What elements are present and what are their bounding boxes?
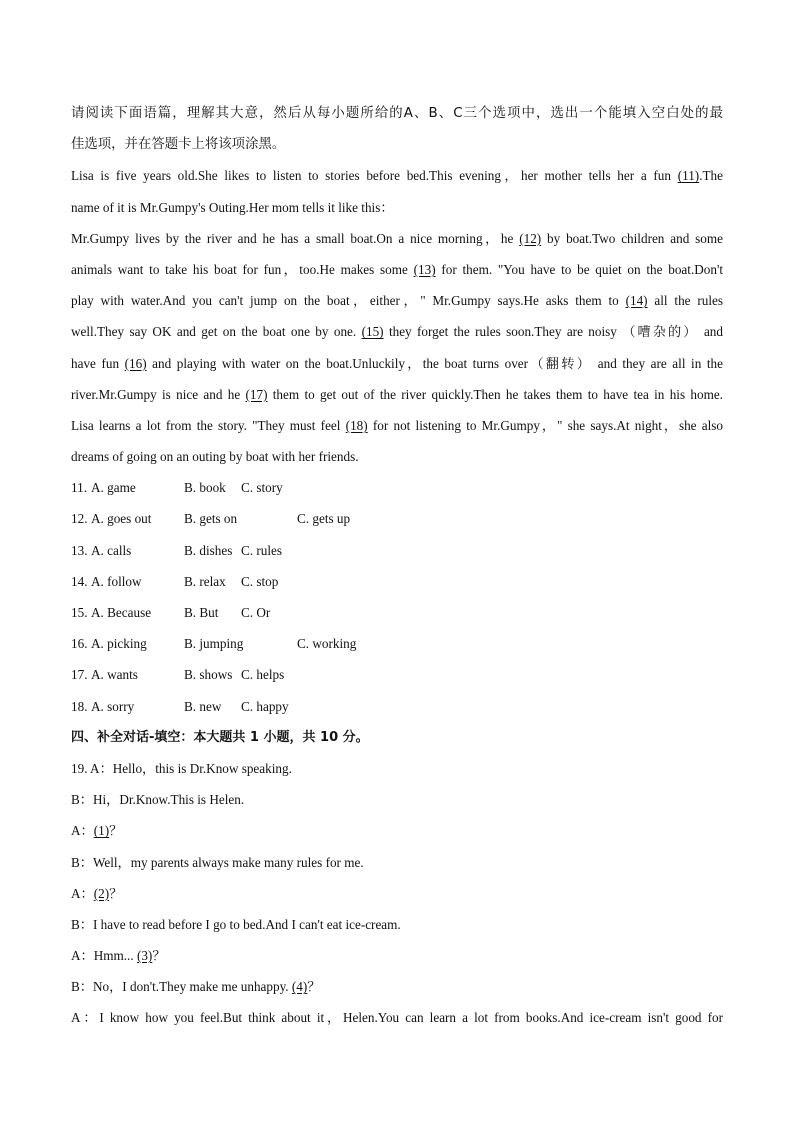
passage-text: all the rules <box>647 293 723 309</box>
blank-16: (16) <box>124 355 147 371</box>
dialog-line-8 <box>71 971 723 1002</box>
option-a[interactable]: A. Because <box>91 605 152 620</box>
option-a[interactable]: A. picking <box>91 636 147 652</box>
dialog-text: B：Hi，Dr.Know.This is Helen. <box>71 792 245 808</box>
blank-4[interactable]: (4) <box>291 979 308 995</box>
passage-text: name of it is Mr.Gumpy's Outing.Her mom tells it like this： <box>71 199 394 215</box>
passage-text: dreams of going on an outing by boat with her friends. <box>71 449 359 465</box>
dialog-text: B：I have to read before I go to bed.And I can't eat ice-cream. <box>71 916 401 932</box>
question-17 <box>71 659 723 690</box>
blank-12: (12) <box>519 230 542 246</box>
question-16 <box>71 628 723 659</box>
passage-line-5 <box>71 285 723 316</box>
passage-text: Lisa is five years old.She likes to listen to stories before bed.This evening，her mother tells her a fun <box>71 168 678 184</box>
option-a[interactable]: A. sorry <box>91 698 135 714</box>
passage-text: Lisa learns a lot from the story. "They must feel <box>71 417 346 433</box>
dialog-text: ？ <box>109 823 123 839</box>
dialog-text: B：Well，my parents always make many rules for me. <box>71 854 364 870</box>
passage-text: .The <box>699 168 723 184</box>
dialog-line-7 <box>71 940 723 971</box>
dialog-text: 19. A：Hello，this is Dr.Know speaking. <box>71 760 292 776</box>
option-c[interactable]: C. Or <box>241 605 271 620</box>
passage-text: have fun <box>71 355 125 371</box>
option-a[interactable]: A. follow <box>91 573 142 589</box>
question-13 <box>71 535 723 566</box>
option-b[interactable]: B. new <box>184 698 222 714</box>
question-number: 11. <box>71 480 87 496</box>
question-number: 14. <box>71 573 88 589</box>
question-15 <box>71 597 723 628</box>
instruction-line-1: 请阅读下面语篇，理解其大意，然后从每小题所给的A、B、C三个选项中，选出一个能填入空白处的最 <box>71 106 723 121</box>
question-11 <box>71 472 723 503</box>
question-number: 13. <box>71 542 88 558</box>
option-a[interactable]: A. calls <box>91 542 132 558</box>
passage-text: Mr.Gumpy lives by the river and he has a small boat.On a nice morning，he <box>71 230 520 246</box>
passage-text: river.Mr.Gumpy is nice and he <box>71 386 246 402</box>
blank-11: (11) <box>677 168 700 184</box>
dialog-text: B：No，I don't.They make me unhappy. <box>71 979 292 995</box>
dialog-text: A： <box>71 885 94 901</box>
dialog-line-5 <box>71 878 723 909</box>
question-12 <box>71 503 723 534</box>
passage-text: play with water.And you can't jump on the boat，either，" Mr.Gumpy says.He asks them to <box>71 293 626 309</box>
passage-line-8 <box>71 379 723 410</box>
dialog-text: A：Hmm... <box>71 948 137 964</box>
passage-line-2 <box>71 192 723 223</box>
dialog-line-4 <box>71 847 723 878</box>
dialog-line-1 <box>71 753 723 784</box>
passage-text: and playing with water on the boat.Unluckily，the boat turns over（翻转） and they are all in the <box>146 355 723 371</box>
passage-line-6 <box>71 316 723 347</box>
blank-1[interactable]: (1) <box>93 823 110 839</box>
option-c[interactable]: C. story <box>241 480 283 496</box>
question-number: 18. <box>71 698 88 714</box>
dialog-line-2 <box>71 784 723 815</box>
option-c[interactable]: C. rules <box>241 542 283 558</box>
dialog-text: ？ <box>307 979 321 995</box>
passage-text: animals want to take his boat for fun，too.He makes some <box>71 261 414 277</box>
option-b[interactable]: B. shows <box>184 667 233 683</box>
passage-line-7 <box>71 348 723 379</box>
option-a[interactable]: A. wants <box>91 667 138 683</box>
passage-text: for not listening to Mr.Gumpy，" she says.At night，she also <box>367 417 724 433</box>
option-b[interactable]: B. book <box>184 480 226 496</box>
blank-18: (18) <box>345 417 368 433</box>
blank-14: (14) <box>625 293 648 309</box>
passage-line-9 <box>71 410 723 441</box>
passage-text: for them. "You have to be quiet on the boat.Don't <box>435 261 723 277</box>
blank-15: (15) <box>361 324 384 340</box>
passage-text: they forget the rules soon.They are noisy （嘈杂的） and <box>383 324 723 340</box>
option-b[interactable]: B. dishes <box>184 542 233 558</box>
option-c[interactable]: C. happy <box>241 698 289 714</box>
option-a[interactable]: A. game <box>91 480 136 496</box>
passage-line-1 <box>71 160 723 191</box>
question-number: 12. <box>71 511 88 527</box>
dialog-line-3 <box>71 815 723 846</box>
passage-text: by boat.Two children and some <box>541 230 723 246</box>
dialog-text: A：I know how you feel.But think about it，Helen.You can learn a lot from books.And ice-cream isn't good for <box>71 1010 723 1026</box>
blank-3[interactable]: (3) <box>136 948 153 964</box>
option-c[interactable]: C. stop <box>241 573 279 589</box>
question-number: 17. <box>71 667 88 683</box>
blank-13: (13) <box>413 261 436 277</box>
question-number: 15. <box>71 605 88 620</box>
blank-2[interactable]: (2) <box>93 885 110 901</box>
option-b[interactable]: B. jumping <box>184 636 244 652</box>
option-a[interactable]: A. goes out <box>91 511 152 527</box>
dialog-line-6 <box>71 909 723 940</box>
passage-text: well.They say OK and get on the boat one by one. <box>71 324 362 340</box>
section-heading: 四、补全对话-填空：本大题共 1 小题，共 10 分。 <box>71 729 369 745</box>
dialog-line-9 <box>71 1002 723 1033</box>
instruction-line-2: 佳选项，并在答题卡上将该项涂黑。 <box>71 137 286 153</box>
option-c[interactable]: C. working <box>297 636 357 652</box>
passage-line-4 <box>71 254 723 285</box>
option-c[interactable]: C. gets up <box>297 511 351 527</box>
passage-line-10 <box>71 441 723 472</box>
option-b[interactable]: B. But <box>184 605 219 620</box>
passage-line-3 <box>71 223 723 254</box>
dialog-text: ？ <box>152 948 166 964</box>
dialog-text: ？ <box>109 885 123 901</box>
page-content <box>71 98 723 1034</box>
question-number: 16. <box>71 636 88 652</box>
option-b[interactable]: B. relax <box>184 573 226 589</box>
option-b[interactable]: B. gets on <box>184 511 238 527</box>
dialog-text: A： <box>71 823 94 839</box>
option-c[interactable]: C. helps <box>241 667 285 683</box>
passage-text: them to get out of the river quickly.Then he takes them to have tea in his home. <box>267 386 723 402</box>
question-14 <box>71 566 723 597</box>
question-18 <box>71 691 723 722</box>
blank-17: (17) <box>245 386 268 402</box>
